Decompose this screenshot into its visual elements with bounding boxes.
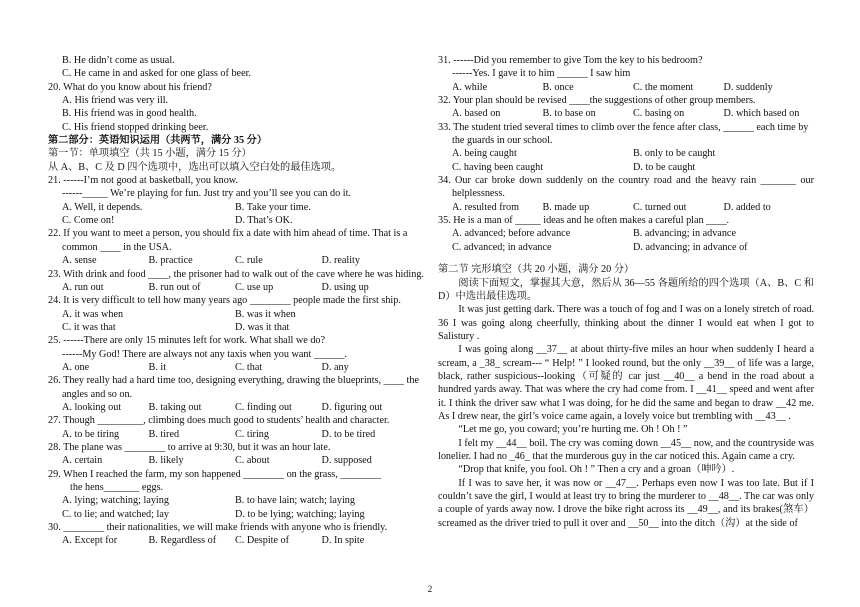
text-line: 28. The plane was ________ to arrive at 9:30, but it was an hour late.	[48, 441, 331, 453]
option-b: B. tired	[148, 428, 180, 440]
text-line: C. His friend stopped drinking beer.	[62, 121, 209, 133]
option-d: D. to be tired	[321, 428, 376, 440]
single-choice-continued	[438, 54, 814, 254]
option-c: C. that	[235, 361, 263, 373]
text-line: 第一节：单项填空（共 15 小题，满分 15 分）	[48, 148, 252, 160]
option-a: A. resulted from	[452, 201, 520, 213]
option-b: B. to base on	[542, 108, 596, 120]
option-c: C. rule	[235, 255, 263, 267]
cloze-paragraph: It was just getting dark. There was a touch of fog and I was on a lonely stretch of road. 36 I was going along cheerfully, thinking about the dinner I would eat when I got to Salistury .	[438, 304, 814, 342]
option-a: C. it was that	[62, 321, 116, 333]
text-line: the guards in our school.	[452, 135, 553, 147]
option-a: A. certain	[62, 455, 103, 467]
section-heading: 第二部分：英语知识运用（共两节，满分 35 分）	[48, 135, 268, 147]
text-line: 22. If you want to meet a person, you should fix a date with him ahead of time. That is a	[48, 228, 408, 240]
option-a: A. sense	[62, 255, 97, 267]
text-line: 27. Though _________, climbing does much good to students’ health and character.	[48, 415, 390, 427]
answer-options	[438, 227, 814, 240]
answer-options	[48, 494, 408, 507]
option-b: D. was it that	[235, 321, 290, 333]
option-b: B. to have lain; watch; laying	[235, 495, 355, 507]
right-column	[438, 54, 814, 530]
option-a: C. Come on!	[62, 215, 115, 227]
option-a: A. run out	[62, 281, 104, 293]
answer-options	[48, 508, 408, 521]
text-line: B. He didn’t come as usual.	[62, 55, 175, 66]
text-line: 34. Our car broke down suddenly on the country road and the heavy rain _______ our	[438, 175, 814, 187]
option-b: B. only to be caught	[633, 148, 716, 160]
answer-options	[48, 321, 408, 334]
text-line: 30. ________ their nationalities, we will make friends with anyone who is friendly.	[48, 522, 388, 534]
option-b: D. That’s OK.	[235, 215, 293, 227]
text-line: 29. When I reached the farm, my son happened ________ on the grass, ________	[48, 468, 382, 480]
text-line: 23. With drink and food ____, the prisoner had to walk out of the cave where he was hiding.	[48, 268, 424, 280]
cloze-instructions: 阅读下面短文，掌握其大意，然后从 36—55 各题所给的四个选项（A、B、C 和 D）中选出最佳选项。	[438, 277, 814, 302]
option-b: B. once	[542, 81, 574, 93]
text-line: 24. It is very difficult to tell how many years ago ________ people made the first ship.	[48, 295, 401, 307]
option-d: D. In spite	[321, 535, 365, 547]
cloze-paragraph: “Drop that knife, you fool. Oh ! ” Then a cry and a groan（呻吟）.	[458, 464, 735, 476]
text-line: B. His friend was in good health.	[62, 108, 197, 120]
text-line: C. He came in and asked for one glass of beer.	[62, 68, 251, 80]
option-a: A. one	[62, 361, 90, 373]
text-line: the hens_______ eggs.	[70, 482, 164, 493]
answer-options	[48, 214, 408, 227]
option-d: D. any	[321, 361, 349, 373]
cloze-paragraph: I felt my __44__ boil. The cry was coming down __45__ now, and the countryside was lonelier. I had no _46_ that the murderous guy in the car noticed this. Again came a cry.	[438, 437, 814, 462]
option-c: C. about	[235, 455, 270, 467]
option-d: D. suddenly	[723, 81, 773, 93]
text-line: angles and so on.	[62, 388, 133, 400]
text-line: ------_____ We’re playing for fun. Just try and you’ll see you can do it.	[62, 188, 351, 200]
text-line: 26. They really had a hard time too, designing everything, drawing the blueprints, ____ the	[48, 375, 420, 387]
text-line: ------My God! There are always not any taxis when you want ______.	[62, 348, 347, 360]
option-b: D. to be caught	[633, 161, 696, 173]
text-line: common ____ in the USA.	[62, 241, 172, 253]
option-c: C. tiring	[235, 428, 269, 440]
answer-options	[438, 107, 814, 120]
text-line: 31. ------Did you remember to give Tom the key to his bedroom?	[438, 55, 703, 66]
answer-options	[438, 241, 814, 254]
option-b: B. likely	[148, 455, 184, 467]
option-b: B. taking out	[148, 401, 202, 413]
text-line: helplessness.	[452, 188, 505, 200]
option-a: A. while	[452, 81, 488, 93]
answer-options	[48, 454, 408, 467]
option-c: C. Despite of	[235, 535, 290, 547]
option-c: C. basing on	[633, 108, 685, 120]
answer-options	[48, 201, 408, 214]
text-line: 从 A、B、C 及 D 四个选项中，选出可以填入空白处的最佳选项。	[48, 161, 342, 173]
option-a: A. being caught	[452, 148, 517, 160]
option-b: D. to be lying; watching; laying	[235, 508, 365, 520]
page-number: 2	[427, 584, 433, 594]
text-line: 25. ------There are only 15 minutes left for work. What shall we do?	[48, 335, 326, 347]
text-line: ------Yes. I gave it to him ______ I saw him	[452, 68, 631, 80]
cloze-heading: 第二节 完形填空（共 20 小题，满分 20 分）	[438, 264, 635, 276]
option-b: B. Regardless of	[148, 535, 217, 547]
text-line: A. His friend was very ill.	[62, 95, 169, 107]
answer-options	[48, 401, 408, 414]
option-b: B. run out of	[148, 281, 201, 293]
option-a: A. advanced; before advance	[452, 228, 571, 240]
option-b: B. made up	[542, 201, 590, 213]
option-a: C. advanced; in advance	[452, 241, 552, 253]
cloze-paragraph: If I was to save her, it was now or __47__. Perhaps even now I was too late. But if I couldn’t save the girl, I would at least try to bring the murderer to __48__. The car was only a couple of yards away now. I drove the bike right across its __49__, and its brakes(煞车）screamed as the driver tried to pull it over and __50__ into the ditch（沟）at the side of	[438, 477, 814, 529]
left-column	[48, 54, 424, 548]
answer-options	[438, 147, 814, 160]
option-d: D. figuring out	[321, 401, 383, 413]
option-a: A. to be tiring	[62, 428, 120, 440]
option-a: A. looking out	[62, 401, 122, 413]
cloze-paragraph: “Let me go, you coward; you’re hurting me. Oh ! Oh ! ”	[458, 424, 688, 436]
text-line: 20. What do you know about his friend?	[48, 81, 212, 93]
option-a: C. to lie; and watched; lay	[62, 508, 169, 520]
option-b: B. was it when	[235, 308, 296, 320]
cloze-paragraph: I was going along __37__ at about thirty-five miles an hour when suddenly I heard a scream, a _38_ scream--- “ Help! ” I looked round, but the only __39__ of life was a large, black, rather suspicious--looking（可疑的 car just __40__ a bend in the road about a hundred yards away. That was where the cry had come from. I __41__ speed and went after it. I think the driver saw what I was doing, for he did the same and began to draw __42 me. As I drew near, the girl’s voice came again, a lovely voice but trembling with __43__ .	[438, 344, 814, 422]
option-d: D. added to	[723, 201, 771, 213]
option-d: D. which based on	[723, 108, 800, 120]
option-b: B. advancing; in advance	[633, 228, 736, 240]
option-a: A. it was when	[62, 308, 124, 320]
option-b: B. Take your time.	[235, 201, 311, 213]
answer-options	[48, 281, 408, 294]
option-a: A. based on	[452, 108, 501, 120]
option-b: B. practice	[148, 255, 193, 267]
cloze-passage	[438, 277, 814, 531]
option-d: D. supposed	[321, 455, 372, 467]
option-b: B. it	[148, 361, 167, 373]
option-d: D. reality	[321, 255, 360, 267]
option-a: A. Well, it depends.	[62, 201, 143, 213]
option-c: C. use up	[235, 281, 274, 293]
text-line: 35. He is a man of _____ ideas and he often makes a careful plan ____.	[438, 215, 730, 227]
answer-options	[48, 308, 408, 321]
answer-options	[438, 161, 814, 174]
answer-options	[438, 81, 814, 94]
text-line: 33. The student tried several times to climb over the fence after class, ______ each time by	[438, 121, 809, 133]
answer-options	[438, 201, 814, 214]
text-line: 32. Your plan should be revised ____the suggestions of other group members.	[438, 95, 756, 107]
answer-options	[48, 361, 408, 374]
option-a: A. Except for	[62, 535, 118, 547]
option-b: D. advancing; in advance of	[633, 241, 748, 253]
option-a: C. having been caught	[452, 161, 544, 173]
option-d: D. using up	[321, 281, 369, 293]
option-c: C. the moment	[633, 81, 694, 93]
option-a: A. lying; watching; laying	[62, 495, 169, 507]
text-line: 21. ------I’m not good at basketball, you know.	[48, 175, 239, 187]
option-c: C. turned out	[633, 201, 687, 213]
answer-options	[48, 254, 408, 267]
answer-options	[48, 534, 408, 547]
answer-options	[48, 428, 408, 441]
option-c: C. finding out	[235, 401, 292, 413]
